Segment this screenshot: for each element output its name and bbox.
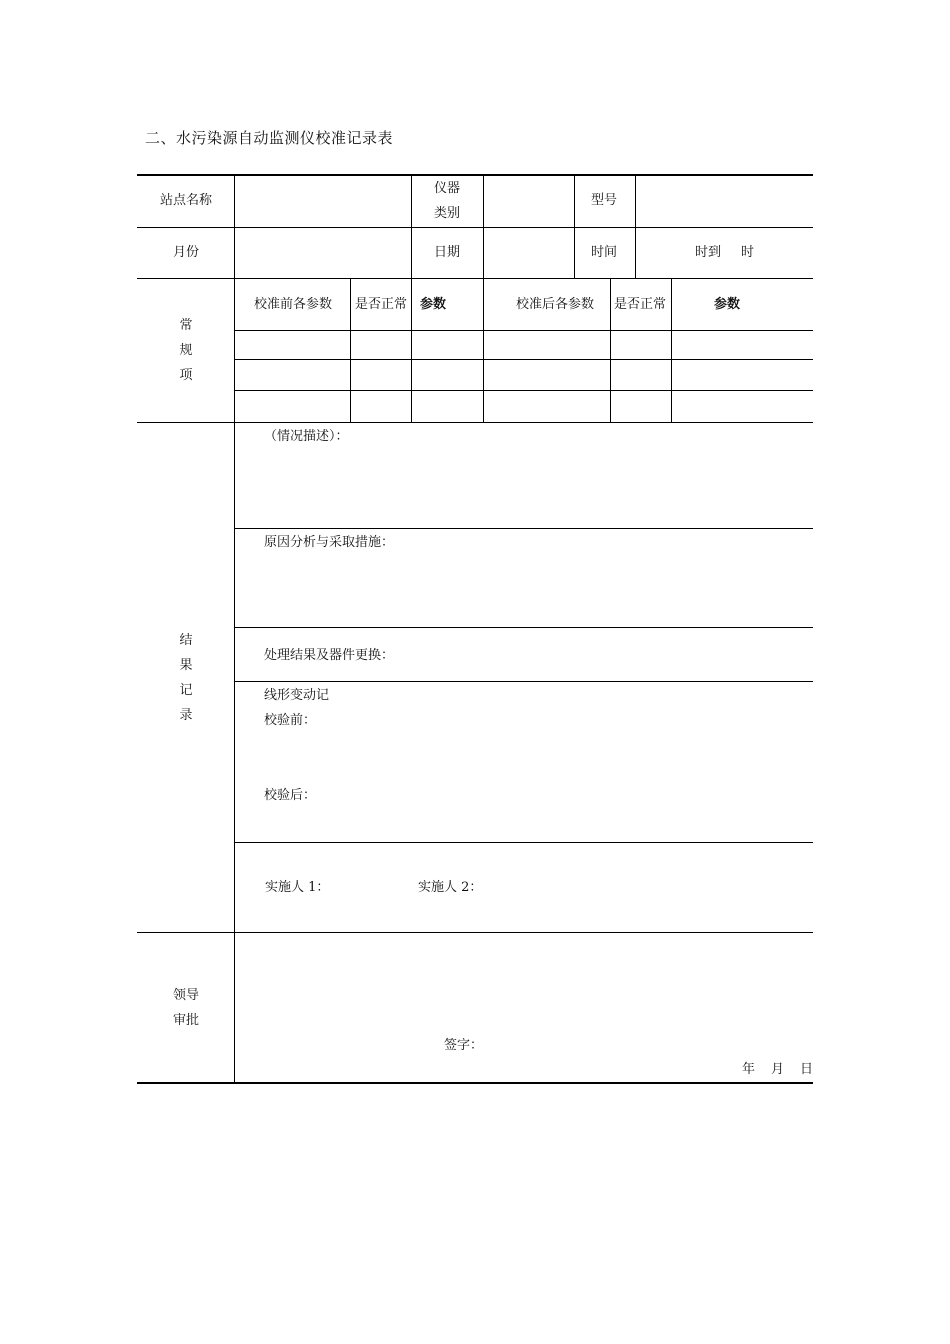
curve-change-label: 线形变动记	[264, 688, 330, 703]
param-value-header: 参数	[713, 297, 741, 312]
column-divider	[411, 175, 412, 279]
results-label-char: 录	[179, 708, 193, 723]
row-divider	[137, 422, 813, 423]
approval-date-day: 日	[800, 1062, 814, 1077]
param-value-header: 参数	[419, 297, 447, 312]
column-divider	[234, 175, 235, 1083]
instrument-category-label: 仪器	[433, 181, 461, 196]
row-divider	[235, 528, 813, 529]
routine-label-char: 项	[179, 368, 193, 383]
is-normal-header: 是否正常	[354, 297, 408, 312]
before-check-label: 校验前：	[264, 713, 317, 728]
results-label-char: 结	[179, 633, 193, 648]
approval-label-line: 审批	[172, 1013, 199, 1028]
row-divider	[235, 627, 813, 628]
row-divider	[235, 330, 813, 331]
situation-description-label: （情况描述）：	[264, 429, 349, 444]
instrument-category-label: 类别	[433, 206, 461, 221]
page-title: 二、水污染源自动监测仪校准记录表	[145, 129, 394, 147]
table-top-border	[137, 174, 813, 176]
after-check-label: 校验后：	[264, 788, 317, 803]
after-params-header: 校准后各参数	[515, 297, 595, 312]
is-normal-header: 是否正常	[613, 297, 667, 312]
row-divider	[235, 390, 813, 391]
before-params-header: 校准前各参数	[253, 297, 333, 312]
signature-label: 签字：	[444, 1038, 484, 1053]
column-divider	[671, 278, 672, 422]
model-label: 型号	[590, 193, 618, 208]
column-divider	[350, 278, 351, 422]
column-divider	[483, 278, 484, 422]
row-divider	[137, 227, 813, 228]
approval-date-year: 年	[742, 1062, 756, 1077]
handling-result-label: 处理结果及器件更换：	[264, 648, 395, 663]
results-section-label	[176, 628, 196, 728]
row-divider	[137, 932, 813, 933]
station-name-label: 站点名称	[159, 193, 213, 208]
row-divider	[235, 359, 813, 360]
implementer-1-label: 实施人 1：	[265, 880, 330, 895]
column-divider	[635, 175, 636, 279]
cause-analysis-label: 原因分析与采取措施：	[264, 535, 395, 550]
routine-label-char: 常	[179, 318, 193, 333]
time-range-to: 时	[741, 245, 755, 260]
month-label: 月份	[172, 245, 200, 260]
routine-label-char: 规	[179, 343, 193, 358]
column-divider	[610, 278, 611, 422]
results-label-char: 记	[179, 683, 193, 698]
approval-label-line: 领导	[172, 988, 199, 1003]
results-label-char: 果	[179, 658, 193, 673]
implementer-2-label: 实施人 2：	[418, 880, 483, 895]
approval-section-label	[166, 983, 206, 1033]
column-divider	[411, 278, 412, 422]
routine-section-label	[176, 313, 196, 388]
row-divider	[235, 681, 813, 682]
row-divider	[137, 278, 813, 279]
column-divider	[483, 175, 484, 279]
time-label: 时间	[590, 245, 618, 260]
time-range-from: 时到	[695, 245, 722, 260]
row-divider	[235, 842, 813, 843]
table-bottom-border	[137, 1082, 813, 1084]
approval-date-month: 月	[771, 1062, 785, 1077]
column-divider	[574, 175, 575, 279]
date-label: 日期	[433, 245, 461, 260]
